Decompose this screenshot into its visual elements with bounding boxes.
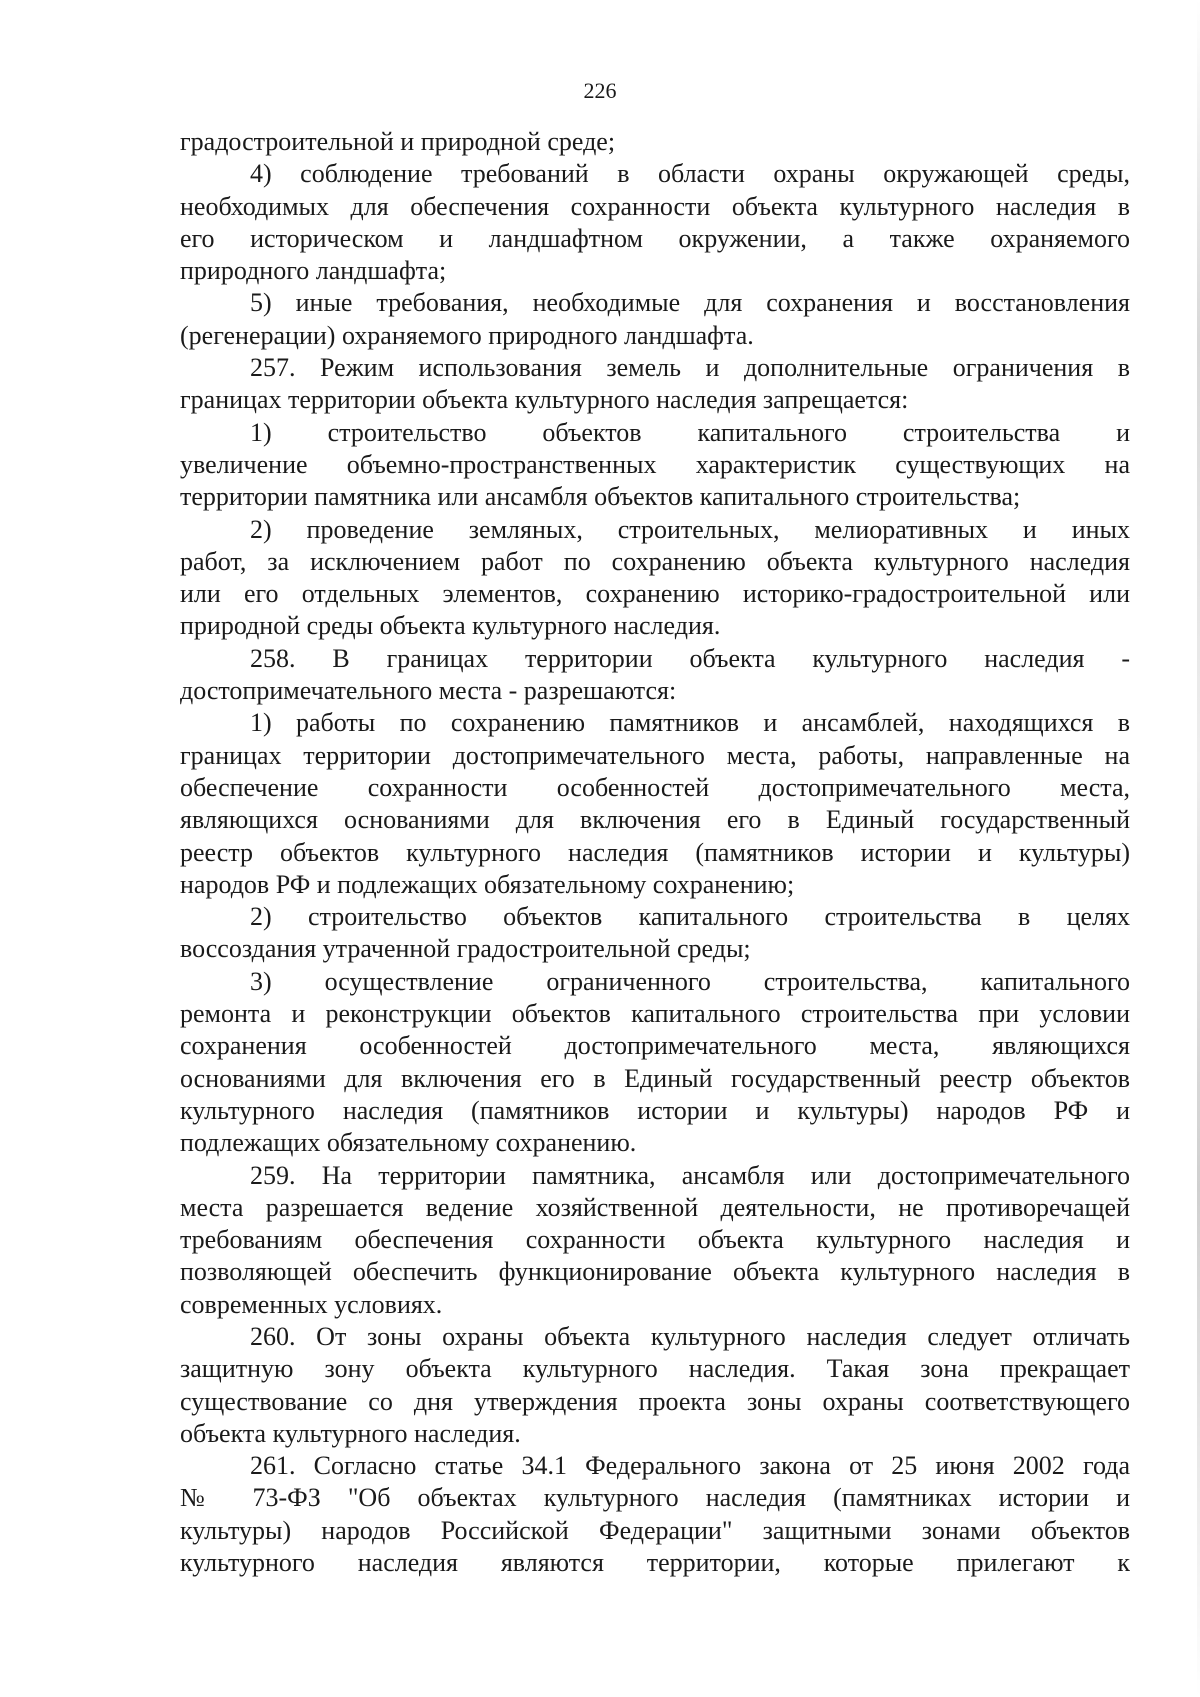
text-line: 258. В границах территории объекта культурного наследия - [250, 643, 1130, 673]
text-line: 257. Режим использования земель и дополнительные ограничения в [250, 353, 1130, 383]
text-line: подлежащих обязательному сохранению. [180, 1128, 637, 1158]
text-line: требованиям обеспечения сохранности объекта культурного наследия и [180, 1225, 1130, 1255]
text-line: градостроительной и природной среде; [180, 127, 616, 156]
text-line: позволяющей обеспечить функционирование объекта культурного наследия в [180, 1257, 1130, 1287]
text-line: культуры) народов Российской Федерации" защитными зонами объектов [180, 1515, 1130, 1545]
text-line: современных условиях. [180, 1289, 443, 1319]
text-line: воссоздания утраченной градостроительной среды; [180, 934, 751, 964]
text-line: 260. От зоны охраны объекта культурного наследия следует отличать [250, 1321, 1130, 1351]
text-line: границах территории достопримечательного места, работы, направленные на [180, 740, 1130, 770]
text-line: культурного наследия (памятников истории и культуры) народов РФ и [180, 1095, 1130, 1125]
text-line: 261. Согласно статье 34.1 Федерального закона от 25 июня 2002 года [250, 1451, 1130, 1481]
text-line: сохранения особенностей достопримечательного места, являющихся [180, 1031, 1130, 1061]
text-line: являющихся основаниями для включения его в Единый государственный [180, 805, 1130, 835]
text-line: 259. На территории памятника, ансамбля или достопримечательного [250, 1160, 1130, 1190]
text-line: границах территории объекта культурного наследия запрещается: [180, 385, 909, 415]
text-line: 5) иные требования, необходимые для сохранения и восстановления [250, 288, 1130, 318]
text-line: 1) работы по сохранению памятников и ансамблей, находящихся в [250, 708, 1130, 738]
text-line: или его отдельных элементов, сохранению историко-градостроительной или [180, 579, 1130, 609]
text-line: 2) строительство объектов капитального строительства в целях [250, 902, 1130, 932]
text-line: природной среды объекта культурного наследия. [180, 611, 721, 641]
text-line: культурного наследия являются территории, которые прилегают к [180, 1548, 1130, 1578]
text-line: основаниями для включения его в Единый государственный реестр объектов [180, 1063, 1130, 1093]
text-line: существование со дня утверждения проекта зоны охраны соответствующего [180, 1386, 1130, 1416]
text-line: защитную зону объекта культурного наследия. Такая зона прекращает [180, 1354, 1130, 1384]
text-line: природного ландшафта; [180, 256, 447, 286]
text-line: № 73-ФЗ "Об объектах культурного наследия (памятниках истории и [180, 1483, 1130, 1513]
document-body [180, 126, 1130, 1579]
text-line: (регенерации) охраняемого природного ландшафта. [180, 320, 754, 350]
text-line: объекта культурного наследия. [180, 1418, 521, 1448]
text-line: территории памятника или ансамбля объектов капитального строительства; [180, 482, 1021, 512]
text-line: обеспечение сохранности особенностей достопримечательного места, [180, 772, 1130, 802]
text-line: ремонта и реконструкции объектов капитального строительства при условии [180, 999, 1130, 1029]
text-line: 1) строительство объектов капитального строительства и [250, 417, 1130, 447]
text-line: работ, за исключением работ по сохранению объекта культурного наследия [180, 546, 1130, 576]
page-number: 226 [583, 78, 617, 103]
text-line: необходимых для обеспечения сохранности объекта культурного наследия в [180, 191, 1130, 221]
text-line: народов РФ и подлежащих обязательному сохранению; [180, 869, 795, 899]
text-line: места разрешается ведение хозяйственной деятельности, не противоречащей [180, 1192, 1130, 1222]
text-line: его историческом и ландшафтном окружении, а также охраняемого [180, 223, 1130, 253]
text-line: 4) соблюдение требований в области охраны окружающей среды, [250, 159, 1130, 189]
text-line: увеличение объемно-пространственных характеристик существующих на [180, 449, 1130, 479]
text-line: 3) осуществление ограниченного строительства, капитального [250, 966, 1130, 996]
text-line: 2) проведение земляных, строительных, мелиоративных и иных [250, 514, 1130, 544]
text-line: реестр объектов культурного наследия (памятников истории и культуры) [180, 837, 1130, 867]
text-line: достопримечательного места - разрешаются: [180, 676, 677, 706]
